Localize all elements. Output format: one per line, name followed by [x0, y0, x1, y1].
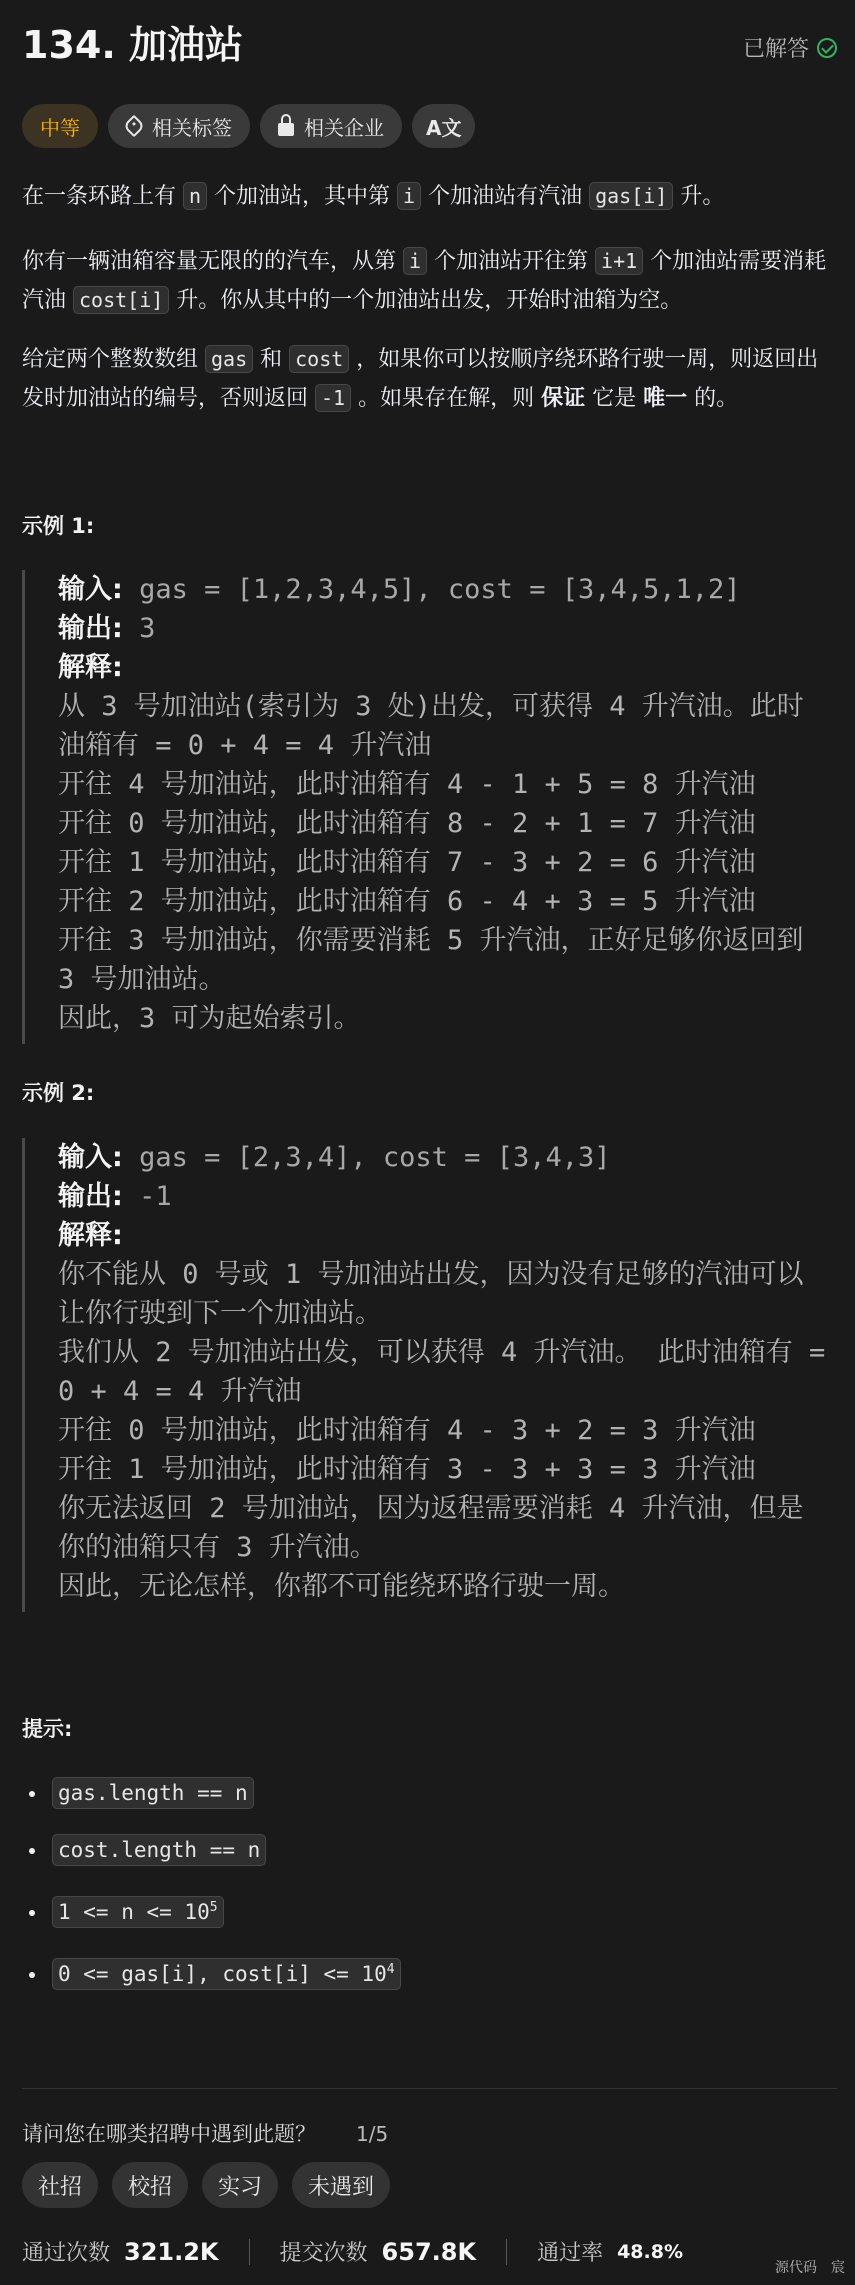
submitted-label: 提交次数 [279, 2241, 368, 2266]
source-code-link[interactable]: 源代码 [775, 2260, 817, 2276]
submission-stats [22, 2236, 683, 2267]
option-social-recruit[interactable]: 社招 [22, 2162, 98, 2208]
text: 和 [253, 347, 290, 372]
tag-icon [123, 115, 146, 138]
constraint-code [52, 1958, 401, 1990]
related-companies-button[interactable] [260, 104, 402, 148]
text: 个加油站有汽油 [421, 184, 590, 209]
solved-label: 已解答 [742, 37, 809, 62]
stat-divider [506, 2239, 507, 2265]
constraint-code: cost.length == n [52, 1834, 266, 1866]
constraint-item [48, 1822, 401, 1879]
constraint-base: 0 <= gas[i], cost[i] <= 10 [58, 1962, 387, 1986]
solved-status [743, 32, 837, 63]
survey-page-indicator: 1/5 [356, 2122, 389, 2146]
explain-label: 解释: [58, 1220, 123, 1251]
explain-line: 你不能从 0 号或 1 号加油站出发，因为没有足够的汽油可以让你行驶到下一个加油站。 [58, 1259, 804, 1329]
text: 升。你从其中的一个加油站出发，开始时油箱为空。 [169, 288, 683, 313]
explain-line: 开往 4 号加油站，此时油箱有 4 - 1 + 5 = 8 升汽油 [58, 769, 756, 800]
acceptance-rate-label: 通过率 [537, 2241, 604, 2266]
constraint-item [48, 1765, 401, 1822]
constraint-item [48, 1941, 401, 2003]
related-companies-label: 相关企业 [304, 115, 384, 140]
bold-text: 保证 [541, 386, 586, 411]
explain-line: 因此，无论怎样，你都不可能绕环路行驶一周。 [58, 1571, 625, 1602]
example-1-label: 示例 1: [22, 514, 95, 538]
example-1-block [22, 570, 827, 1044]
constraint-exponent: 4 [386, 1962, 395, 1977]
translate-button[interactable] [412, 104, 475, 148]
inline-code: i [403, 247, 427, 275]
explain-line: 开往 3 号加油站，你需要消耗 5 升汽油，正好足够你返回到 3 号加油站。 [58, 925, 804, 995]
description-paragraph-3 [22, 340, 837, 418]
example-input [58, 1138, 827, 1177]
footer-links [775, 2257, 845, 2277]
text: 个加油站需要消耗汽油 [22, 249, 827, 313]
example-output [58, 609, 827, 648]
output-value: 3 [122, 613, 156, 644]
accepted-count: 321.2K [124, 2237, 219, 2266]
explain-line: 开往 0 号加油站，此时油箱有 8 - 2 + 1 = 7 升汽油 [58, 808, 756, 839]
text: 个加油站开往第 [427, 249, 596, 274]
example-2-block [22, 1138, 827, 1612]
output-value: -1 [122, 1181, 172, 1212]
inline-code: cost[i] [73, 286, 169, 314]
acceptance-rate-value: 48.8% [617, 2240, 683, 2263]
inline-code: gas [205, 345, 253, 373]
explain-line: 你无法返回 2 号加油站，因为返程需要消耗 4 升汽油，但是你的油箱只有 3 升汽油。 [58, 1493, 804, 1563]
text: 在一条环路上有 [22, 184, 183, 209]
lock-icon [278, 123, 294, 136]
tag-bar [22, 104, 475, 148]
text: 给定两个整数数组 [22, 347, 205, 372]
constraint-base: 1 <= n <= 10 [58, 1900, 210, 1924]
text: 个加油站，其中第 [207, 184, 398, 209]
output-label: 输出: [58, 613, 123, 644]
explain-line: 我们从 2 号加油站出发，可以获得 4 升汽油。 此时油箱有 = 0 + 4 = 4 升汽油 [58, 1337, 826, 1407]
example-input [58, 570, 827, 609]
input-label: 输入: [58, 574, 123, 605]
constraint-code [52, 1896, 224, 1928]
option-campus-recruit[interactable]: 校招 [112, 2162, 188, 2208]
description-paragraph-1 [22, 177, 837, 216]
example-output [58, 1177, 827, 1216]
constraint-code: gas.length == n [52, 1777, 254, 1809]
constraints-label: 提示: [22, 1717, 73, 1741]
submitted-count: 657.8K [381, 2237, 477, 2266]
divider [22, 2088, 837, 2089]
text: 升。 [673, 184, 725, 209]
constraint-item [48, 1879, 401, 1941]
input-label: 输入: [58, 1142, 123, 1173]
text: ，如果你可以按顺序绕环路行驶一周，则返回出发时加油站的编号，否则返回 [22, 347, 819, 411]
explain-line: 开往 2 号加油站，此时油箱有 6 - 4 + 3 = 5 升汽油 [58, 886, 756, 917]
bold-text: 唯一 [643, 386, 688, 411]
problem-title: 134. 加油站 [22, 23, 243, 67]
related-tags-button[interactable] [108, 104, 250, 148]
example-explain [58, 1216, 827, 1255]
related-tags-label: 相关标签 [152, 115, 232, 140]
explain-label: 解释: [58, 652, 123, 683]
description-paragraph-2 [22, 242, 837, 320]
inline-code: i [397, 182, 421, 210]
input-value: gas = [2,3,4], cost = [3,4,3] [122, 1142, 611, 1173]
inline-code: cost [289, 345, 349, 373]
inline-code: n [183, 182, 207, 210]
text: 。如果存在解，则 [351, 386, 542, 411]
example-explain [58, 648, 827, 687]
survey-options [22, 2162, 390, 2208]
explain-line: 开往 0 号加油站，此时油箱有 4 - 3 + 2 = 3 升汽油 [58, 1415, 756, 1446]
input-value: gas = [1,2,3,4,5], cost = [3,4,5,1,2] [122, 574, 741, 605]
problem-header [22, 20, 837, 70]
difficulty-badge[interactable] [22, 104, 98, 148]
interview-survey [22, 2118, 388, 2148]
text: 它是 [585, 386, 644, 411]
option-internship[interactable]: 实习 [202, 2162, 278, 2208]
text: 的。 [687, 386, 739, 411]
inline-code: -1 [315, 384, 351, 412]
check-circle-icon [817, 38, 837, 58]
text: 你有一辆油箱容量无限的的汽车，从第 [22, 249, 403, 274]
explain-line: 开往 1 号加油站，此时油箱有 3 - 3 + 3 = 3 升汽油 [58, 1454, 756, 1485]
survey-question: 请问您在哪类招聘中遇到此题？ [22, 2122, 316, 2146]
output-label: 输出: [58, 1181, 123, 1212]
option-not-encountered[interactable]: 未遇到 [292, 2162, 390, 2208]
accepted-label: 通过次数 [22, 2241, 111, 2266]
constraint-exponent: 5 [209, 1900, 218, 1915]
example-2-label: 示例 2: [22, 1081, 95, 1105]
explain-line: 因此，3 可为起始索引。 [58, 1003, 361, 1034]
explain-line: 开往 1 号加油站，此时油箱有 7 - 3 + 2 = 6 升汽油 [58, 847, 756, 878]
constraints-list [22, 1765, 401, 2003]
explain-line: 从 3 号加油站(索引为 3 处)出发，可获得 4 升汽油。此时油箱有 = 0 + 4 = 4 升汽油 [58, 691, 804, 761]
inline-code: i+1 [595, 247, 643, 275]
difficulty-label: 中等 [40, 115, 80, 140]
footer-extra-link[interactable]: 宸 [831, 2260, 845, 2276]
stat-divider [249, 2239, 250, 2265]
inline-code: gas[i] [589, 182, 673, 210]
translate-icon: A文 [426, 115, 462, 140]
